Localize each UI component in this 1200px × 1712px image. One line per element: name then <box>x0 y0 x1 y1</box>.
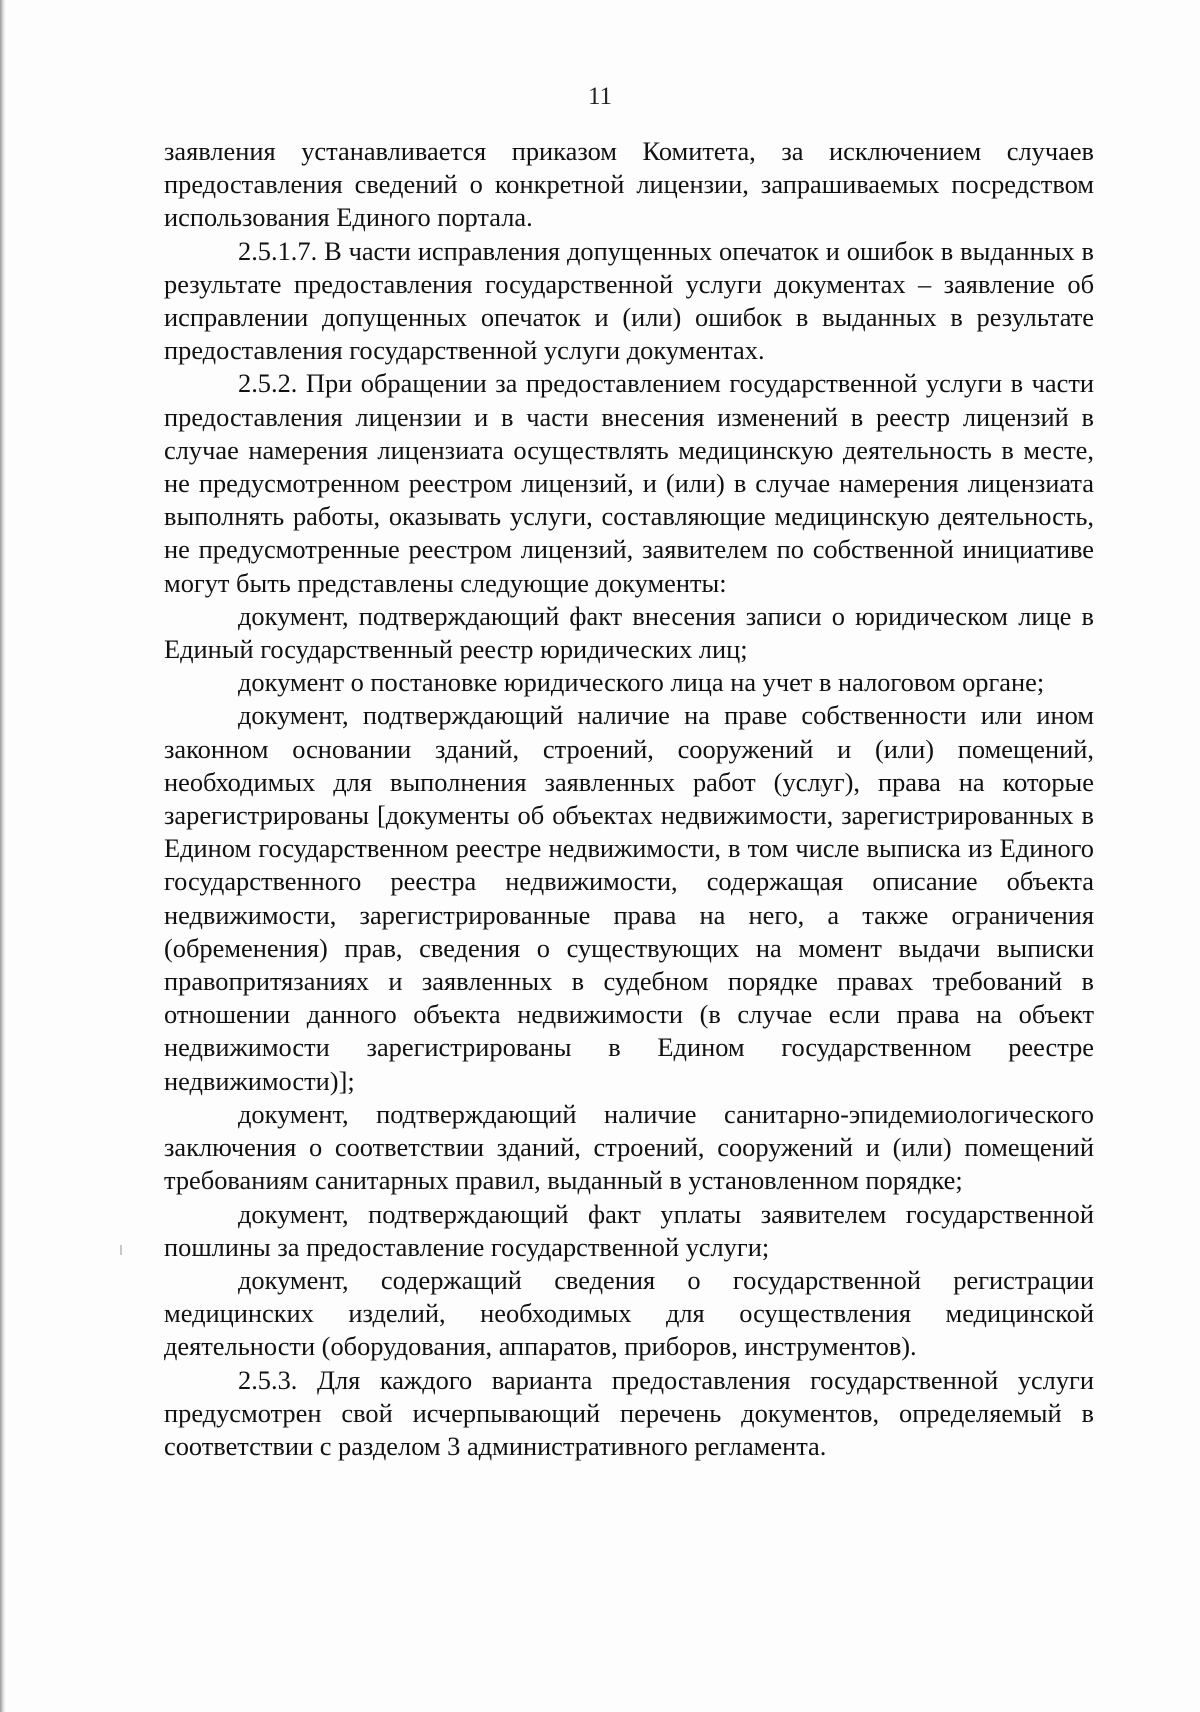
list-item-medical-devices: документ, содержащий сведения о государственной регистрации медицинских изделий, необходимых для осуществления медицинской деятельности (оборудования, аппаратов, приборов, инструментов). <box>164 1264 1094 1362</box>
list-item-sanitary-conclusion: документ, подтверждающий наличие санитарно-эпидемиологического заключения о соответствии зданий, строений, сооружений и (или) помещений требованиям санитарных правил, выданный в установленном порядке; <box>164 1098 1094 1196</box>
list-item-property-rights: документ, подтверждающий наличие на праве собственности или ином законном основании зданий, строений, сооружений и (или) помещений, необходимых для выполнения заявленных работ (услуг), права на которые зарегистрированы [документы об объектах недвижимости, зарегистрированных в Едином государственном реестре недвижимости, в том числе выписка из Единого государственного реестра недвижимости, содержащая описание объекта недвижимости, зарегистрированные права на него, а также ограничения (обременения) прав, сведения о существующих на момент выдачи выписки правопритязаниях и заявленных в судебном порядке правах требований в отношении данного объекта недвижимости (в случае если права на объект недвижимости зарегистрированы в Едином государственном реестре недвижимости)]; <box>164 700 1094 1096</box>
list-item-tax-registration: документ о постановке юридического лица на учет в налоговом органе; <box>238 667 1045 698</box>
paragraph-2-5-2: 2.5.2. При обращении за предоставлением государственной услуги в части предоставления лицензии и в части внесения изменений в реестр лицензий в случае намерения лицензиата осуществлять медицинскую деятельность в месте, не предусмотренном реестром лицензий, и (или) в случае намерения лицензиата выполнять работы, оказывать услуги, составляющие медицинскую деятельность, не предусмотренные реестром лицензий, заявителем по собственной инициативе могут быть представлены следующие документы: <box>164 368 1094 598</box>
page-number: 11 <box>587 83 613 110</box>
scan-edge <box>0 0 6 1712</box>
list-item-state-fee: документ, подтверждающий факт уплаты заявителем государственной пошлины за предоставление государственной услуги; <box>164 1198 1094 1262</box>
paragraph-2-5-3: 2.5.3. Для каждого варианта предоставления государственной услуги предусмотрен свой исчерпывающий перечень документов, определяемый в соответствии с разделом 3 административного регламента. <box>164 1364 1094 1461</box>
scan-speck <box>120 1245 122 1255</box>
paragraph-continuation: заявления устанавливается приказом Комитета, за исключением случаев предоставления сведений о конкретной лицензии, запрашиваемых посредством использования Единого портала. <box>164 136 1094 233</box>
list-item-egrul-record: документ, подтверждающий факт внесения записи о юридическом лице в Единый государственный реестр юридических лиц; <box>164 600 1094 665</box>
paragraph-2-5-1-7: 2.5.1.7. В части исправления допущенных опечаток и ошибок в выданных в результате предоставления государственной услуги документах – заявление об исправлении допущенных опечаток и (или) ошибок в выданных в результате предоставления государственной услуги документах. <box>164 235 1094 366</box>
document-body <box>164 135 1094 1463</box>
